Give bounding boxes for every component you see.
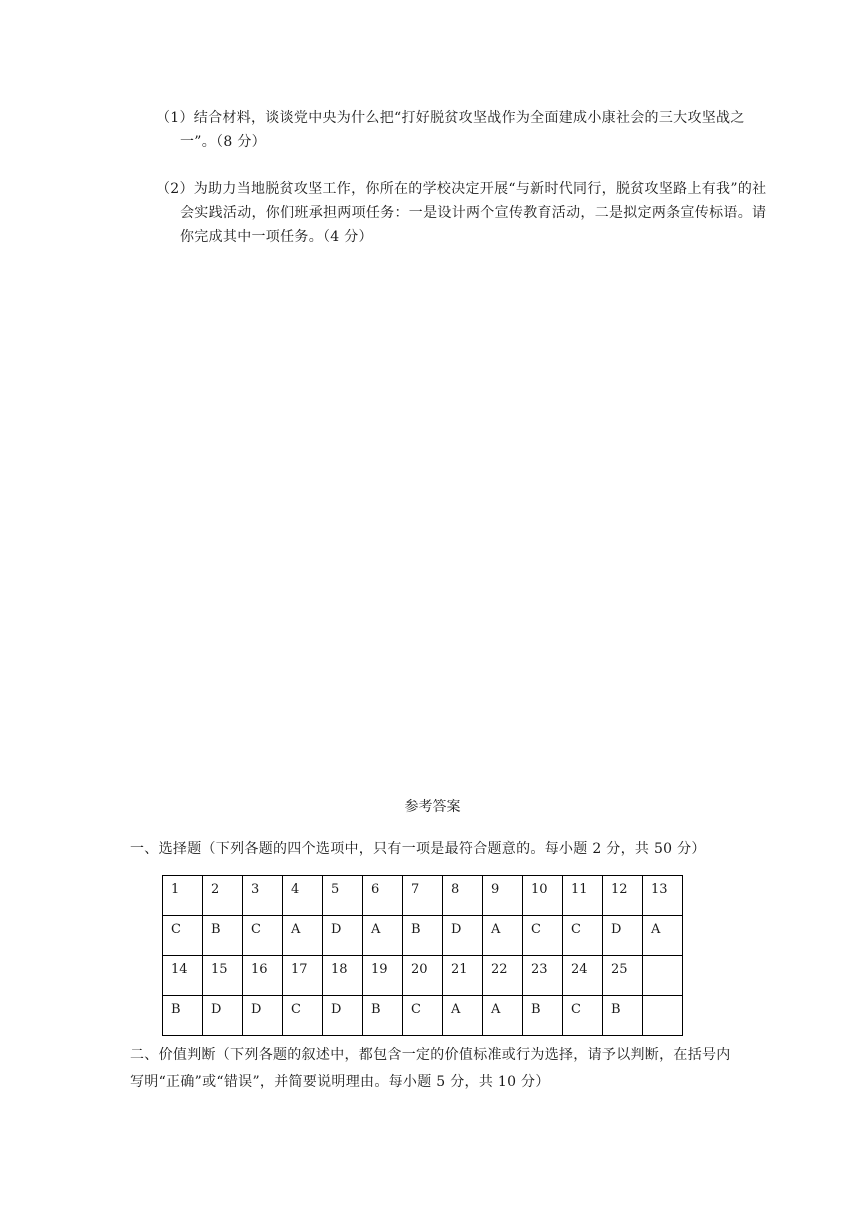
table-cell: C	[523, 916, 563, 956]
table-cell: 16	[243, 956, 283, 996]
table-cell: 22	[483, 956, 523, 996]
table-cell: D	[603, 916, 643, 956]
table-cell: 24	[563, 956, 603, 996]
table-cell: 10	[523, 876, 563, 916]
table-cell: B	[203, 916, 243, 956]
table-cell: 13	[643, 876, 683, 916]
table-row	[163, 956, 683, 996]
table-cell: B	[603, 996, 643, 1036]
table-cell: D	[443, 916, 483, 956]
table-cell: 2	[203, 876, 243, 916]
table-cell	[643, 996, 683, 1036]
table-cell: 5	[323, 876, 363, 916]
answer-table	[162, 875, 683, 1036]
table-cell: C	[563, 996, 603, 1036]
table-cell: B	[523, 996, 563, 1036]
table-cell: D	[243, 996, 283, 1036]
table-cell: C	[283, 996, 323, 1036]
table-cell: 7	[403, 876, 443, 916]
table-cell: A	[483, 916, 523, 956]
table-cell: A	[363, 916, 403, 956]
table-cell: 12	[603, 876, 643, 916]
table-cell: D	[323, 996, 363, 1036]
table-cell: 9	[483, 876, 523, 916]
table-cell: C	[163, 916, 203, 956]
table-row	[163, 876, 683, 916]
table-cell: A	[643, 916, 683, 956]
question-1: （1）结合材料，谈谈党中央为什么把“打好脱贫攻坚战作为全面建成小康社会的三大攻坚战之一”。（8 分）	[156, 110, 745, 150]
table-cell: 15	[203, 956, 243, 996]
table-cell: 1	[163, 876, 203, 916]
section-2-heading: 二、价值判断（下列各题的叙述中，都包含一定的价值标准或行为选择，请予以判断，在括号内写明“正确”或“错误”，并简要说明理由。每小题 5 分，共 10 分）	[130, 1047, 731, 1090]
table-cell: A	[283, 916, 323, 956]
table-cell: 14	[163, 956, 203, 996]
table-cell: B	[403, 916, 443, 956]
table-cell: B	[363, 996, 403, 1036]
question-2: （2）为助力当地脱贫攻坚工作，你所在的学校决定开展“与新时代同行，脱贫攻坚路上有我”的社会实践活动，你们班承担两项任务：一是设计两个宣传教育活动，二是拟定两条宣传标语。请你完成其中一项任务。（4 分）	[156, 181, 767, 245]
table-cell: 17	[283, 956, 323, 996]
table-cell: C	[403, 996, 443, 1036]
answers-title: 参考答案	[404, 799, 461, 815]
table-cell: D	[203, 996, 243, 1036]
section-1-heading: 一、选择题（下列各题的四个选项中，只有一项是最符合题意的。每小题 2 分，共 50 分）	[130, 841, 706, 857]
table-cell: C	[563, 916, 603, 956]
table-cell: 18	[323, 956, 363, 996]
table-cell: 3	[243, 876, 283, 916]
table-cell: C	[243, 916, 283, 956]
table-cell: 20	[403, 956, 443, 996]
table-cell: B	[163, 996, 203, 1036]
table-cell: 25	[603, 956, 643, 996]
table-cell: A	[483, 996, 523, 1036]
table-row	[163, 916, 683, 956]
table-cell: A	[443, 996, 483, 1036]
table-cell: 8	[443, 876, 483, 916]
table-cell: 6	[363, 876, 403, 916]
table-cell: 11	[563, 876, 603, 916]
table-cell: 4	[283, 876, 323, 916]
table-cell: D	[323, 916, 363, 956]
table-cell: 21	[443, 956, 483, 996]
table-cell	[643, 956, 683, 996]
table-cell: 19	[363, 956, 403, 996]
table-row	[163, 996, 683, 1036]
table-cell: 23	[523, 956, 563, 996]
